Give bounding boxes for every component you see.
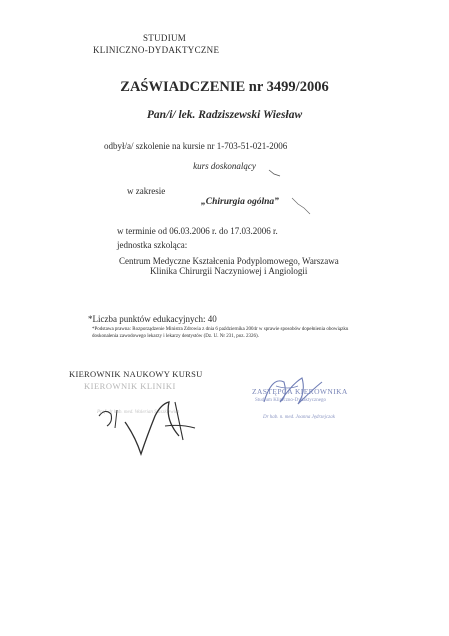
left-handwritten-signature bbox=[95, 396, 210, 466]
training-unit-label: jednostka szkoląca: bbox=[117, 240, 188, 250]
training-unit-name: Centrum Medyczne Kształcenia Podyplomowego, Warszawa bbox=[119, 256, 339, 266]
course-type: kurs doskonalący bbox=[193, 161, 256, 171]
right-handwritten-signature bbox=[258, 372, 328, 412]
scope-label: w zakresie bbox=[127, 186, 166, 196]
scope-value: „Chirurgia ogólna” bbox=[201, 197, 279, 207]
certificate-title: ZAŚWIADCZENIE nr 3499/2006 bbox=[120, 79, 329, 95]
issuer-header-line2: KLINICZNO-DYDAKTYCZNE bbox=[93, 45, 220, 55]
course-number-line: odbył/a/ szkolenie na kursie nr 1-703-51-021-2006 bbox=[104, 141, 288, 151]
deputy-head-stamp-name: Dr hab. n. med. Joanna Jędrzejczak bbox=[263, 415, 335, 420]
pen-mark bbox=[290, 196, 312, 216]
legal-basis-note: *Podstawa prawna: Rozporządzenie Ministra Zdrowia z dnia 6 października 2004r w sprawie sposobów dopełnienia obowiązku doskonalenia zawodowego lekarzy i lekarzy dentystów (Dz. U. Nr 231, poz. 2326). bbox=[92, 327, 349, 339]
deputy-head-stamp: ZASTĘPCA KIEROWNIKA bbox=[252, 387, 348, 396]
clinic-head-stamp-name: Prof. dr hab. med. Walerian Staszkiewicz bbox=[97, 410, 180, 415]
pen-mark bbox=[268, 168, 282, 178]
recipient-name: Pan/i/ lek. Radziszewski Wiesław bbox=[146, 109, 303, 121]
clinic-head-stamp: KIEROWNIK KLINIKI bbox=[84, 381, 176, 391]
issuer-header-line1: STUDIUM bbox=[143, 33, 187, 43]
deputy-head-stamp-subtitle: Studium Kliniczno-Dydaktycznego bbox=[255, 398, 326, 403]
education-points-line: *Liczba punktów edukacyjnych: 40 bbox=[88, 314, 217, 324]
scientific-director-label: KIEROWNIK NAUKOWY KURSU bbox=[69, 369, 203, 379]
term-dates-line: w terminie od 06.03.2006 r. do 17.03.2006 r. bbox=[117, 226, 278, 236]
training-unit-clinic: Klinika Chirurgii Naczyniowej i Angiologii bbox=[150, 266, 308, 276]
